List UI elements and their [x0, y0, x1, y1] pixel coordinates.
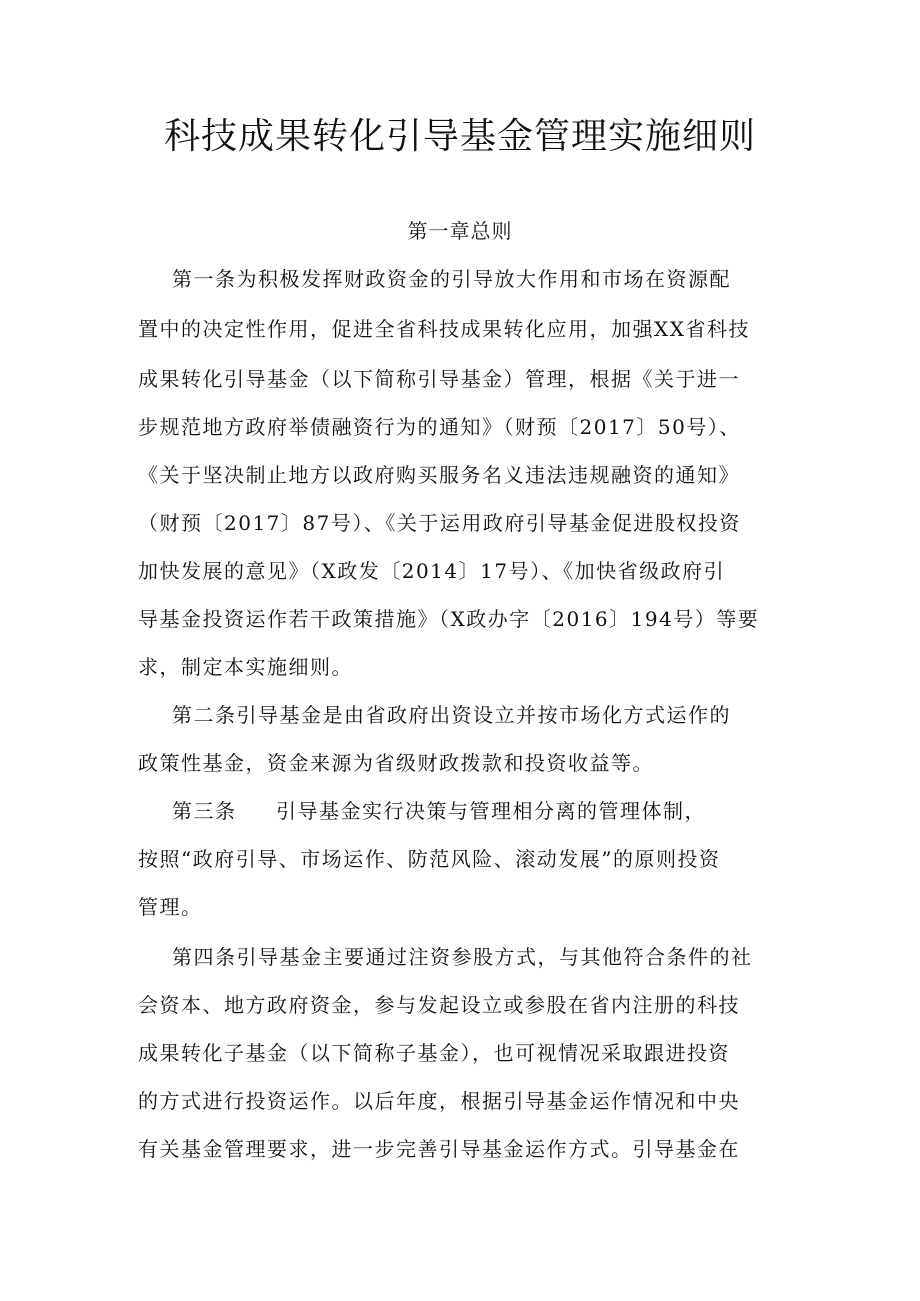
- body-line: 加快发展的意见》（X政发〔2014〕17号）、《加快省级政府引: [138, 559, 726, 583]
- body-line: （财预〔2017〕87号）、《关于运用政府引导基金促进股权投资: [138, 511, 741, 535]
- body-line: 有关基金管理要求，进一步完善引导基金运作方式。引导基金在: [138, 1137, 740, 1161]
- body-line: 的方式进行投资运作。以后年度，根据引导基金运作情况和中央: [138, 1089, 740, 1113]
- body-line: 求，制定本实施细则。: [138, 655, 353, 679]
- article-three-label: 第三条: [172, 799, 237, 823]
- body-line: 按照“政府引导、市场运作、防范风险、滚动发展”的原则投资: [138, 847, 721, 871]
- body-line: 步规范地方政府举债融资行为的通知》（财预〔2017〕50号）、: [138, 415, 741, 439]
- body-line: 会资本、地方政府资金，参与发起设立或参股在省内注册的科技: [138, 993, 740, 1017]
- body-line: 管理。: [138, 895, 203, 919]
- document-title: 科技成果转化引导基金管理实施细则: [163, 116, 756, 157]
- body-line: 《关于坚决制止地方以政府购买服务名义违法违规融资的通知》: [138, 463, 740, 487]
- body-line: 第二条引导基金是由省政府出资设立并按市场化方式运作的: [172, 703, 731, 727]
- body-line: 成果转化子基金（以下简称子基金），也可视情况采取跟进投资: [138, 1041, 730, 1065]
- body-line: 引导基金实行决策与管理相分离的管理体制，: [276, 799, 706, 823]
- body-line: 第一条为积极发挥财政资金的引导放大作用和市场在资源配: [172, 267, 731, 291]
- body-line: 导基金投资运作若干政策措施》（X政办字〔2016〕194号）等要: [138, 607, 760, 631]
- body-line: 政策性基金，资金来源为省级财政拨款和投资收益等。: [138, 751, 654, 775]
- body-line: 成果转化引导基金（以下简称引导基金）管理，根据《关于进一: [138, 367, 740, 391]
- body-line: 置中的决定性作用，促进全省科技成果转化应用，加强XX省科技: [138, 317, 750, 341]
- chapter-heading: 第一章总则: [407, 219, 513, 243]
- body-line: 第四条引导基金主要通过注资参股方式，与其他符合条件的社: [172, 945, 753, 969]
